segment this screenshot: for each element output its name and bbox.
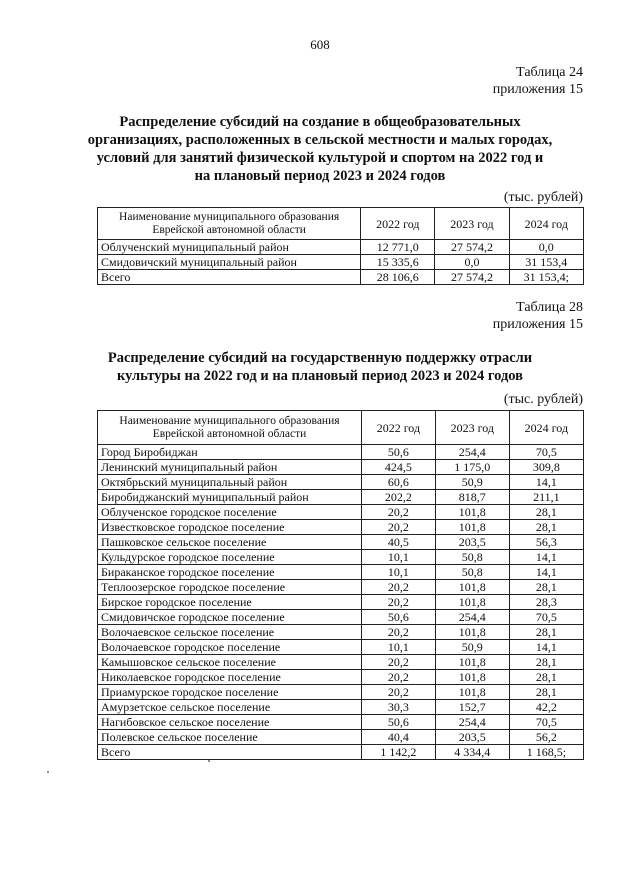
value-2022-cell: 20,2 [361, 655, 435, 670]
value-2022-cell: 15 335,6 [361, 255, 435, 270]
table-row [98, 255, 584, 270]
value-2024-cell: 56,3 [509, 535, 583, 550]
value-2023-cell: 101,8 [435, 655, 509, 670]
row-name-cell: Известковское городское поселение [98, 520, 362, 535]
value-2024-cell: 70,5 [509, 715, 583, 730]
value-2024-cell: 31 153,4 [509, 255, 583, 270]
table-row [98, 565, 584, 580]
table-row [98, 685, 584, 700]
page-number: 608 [310, 37, 330, 52]
table24-caption [493, 64, 583, 98]
value-2022-cell: 10,1 [361, 640, 435, 655]
table-row [98, 535, 584, 550]
value-2023-cell: 4 334,4 [435, 745, 509, 760]
value-2024-cell: 28,1 [509, 670, 583, 685]
value-2023-cell: 254,4 [435, 610, 509, 625]
table28-title-line: Распределение субсидий на государственную поддержку отрасли [107, 350, 533, 366]
value-2022-cell: 424,5 [361, 460, 435, 475]
table-row [98, 505, 584, 520]
value-2023-cell: 50,8 [435, 550, 509, 565]
table-row [98, 715, 584, 730]
table28-header-2024: 2024 год [509, 411, 583, 445]
scan-speck [47, 771, 49, 773]
table-row [98, 240, 584, 255]
value-2024-cell: 309,8 [509, 460, 583, 475]
table24-title [80, 113, 560, 185]
table-row [98, 550, 584, 565]
value-2024-cell: 28,1 [509, 625, 583, 640]
value-2024-cell: 28,1 [509, 685, 583, 700]
value-2022-cell: 40,5 [361, 535, 435, 550]
table-row [98, 730, 584, 745]
value-2023-cell: 27 574,2 [435, 240, 509, 255]
row-name-cell: Облученское городское поселение [98, 505, 362, 520]
row-name-cell: Бирское городское поселение [98, 595, 362, 610]
table28 [97, 410, 584, 760]
row-name-cell: Пашковское сельское поселение [98, 535, 362, 550]
row-name-cell: Полевское сельское поселение [98, 730, 362, 745]
table-row [98, 640, 584, 655]
value-2023-cell: 101,8 [435, 505, 509, 520]
value-2022-cell: 1 142,2 [361, 745, 435, 760]
value-2023-cell: 50,8 [435, 565, 509, 580]
table24-header-2023: 2023 год [435, 208, 509, 240]
value-2024-cell: 14,1 [509, 565, 583, 580]
value-2023-cell: 203,5 [435, 535, 509, 550]
value-2023-cell: 101,8 [435, 520, 509, 535]
table24-caption-number: Таблица 24 [516, 65, 583, 80]
value-2022-cell: 50,6 [361, 610, 435, 625]
table28-units: (тыс. рублей) [503, 392, 583, 407]
value-2022-cell: 50,6 [361, 715, 435, 730]
value-2024-cell: 28,1 [509, 580, 583, 595]
value-2023-cell: 27 574,2 [435, 270, 509, 285]
table28-header-2023: 2023 год [435, 411, 509, 445]
value-2023-cell: 50,9 [435, 640, 509, 655]
table-row [98, 520, 584, 535]
row-name-cell: Теплоозерское городское поселение [98, 580, 362, 595]
row-name-cell: Облученский муниципальный район [98, 240, 361, 255]
value-2024-cell: 28,1 [509, 520, 583, 535]
value-2022-cell: 20,2 [361, 685, 435, 700]
row-name-cell: Камышовское сельское поселение [98, 655, 362, 670]
table24 [97, 207, 584, 285]
value-2024-cell: 211,1 [509, 490, 583, 505]
table24-title-line: на плановый период 2023 и 2024 годов [194, 168, 446, 184]
table28-caption-appendix: приложения 15 [492, 317, 583, 332]
table24-title-line: условий для занятий физической культурой и спортом на 2022 год и [96, 150, 544, 166]
value-2024-cell: 0,0 [509, 240, 583, 255]
value-2022-cell: 28 106,6 [361, 270, 435, 285]
table24-units: (тыс. рублей) [503, 190, 583, 205]
table-row [98, 490, 584, 505]
row-name-cell: Приамурское городское поселение [98, 685, 362, 700]
value-2024-cell: 56,2 [509, 730, 583, 745]
table24-title-line: Распределение субсидий на создание в общеобразовательных [119, 114, 521, 130]
table28-title [80, 349, 560, 385]
scan-speck [208, 760, 210, 762]
value-2022-cell: 12 771,0 [361, 240, 435, 255]
row-name-cell: Смидовичский муниципальный район [98, 255, 361, 270]
row-name-cell: Смидовичское городское поселение [98, 610, 362, 625]
value-2023-cell: 101,8 [435, 595, 509, 610]
table-row [98, 460, 584, 475]
row-name-cell: Бираканское городское поселение [98, 565, 362, 580]
row-name-cell: Волочаевское городское поселение [98, 640, 362, 655]
table-row [98, 445, 584, 460]
table28-caption-number: Таблица 28 [516, 300, 583, 315]
value-2023-cell: 203,5 [435, 730, 509, 745]
value-2022-cell: 10,1 [361, 565, 435, 580]
value-2023-cell: 50,9 [435, 475, 509, 490]
value-2024-cell: 14,1 [509, 550, 583, 565]
value-2023-cell: 254,4 [435, 715, 509, 730]
table-row [98, 580, 584, 595]
row-name-cell: Нагибовское сельское поселение [98, 715, 362, 730]
value-2024-cell: 14,1 [509, 475, 583, 490]
table24-title-line: организациях, расположенных в сельской местности и малых городах, [87, 132, 553, 148]
row-name-cell: Амурзетское сельское поселение [98, 700, 362, 715]
value-2024-cell: 28,3 [509, 595, 583, 610]
value-2022-cell: 20,2 [361, 580, 435, 595]
value-2022-cell: 50,6 [361, 445, 435, 460]
row-name-cell: Волочаевское сельское поселение [98, 625, 362, 640]
table24-header-2024: 2024 год [509, 208, 583, 240]
row-name-cell: Октябрьский муниципальный район [98, 475, 362, 490]
value-2023-cell: 818,7 [435, 490, 509, 505]
value-2022-cell: 10,1 [361, 550, 435, 565]
table28-header-2022: 2022 год [361, 411, 435, 445]
table24-header-name: Наименование муниципального образования Еврейской автономной области [98, 208, 361, 240]
value-2024-cell: 14,1 [509, 640, 583, 655]
table-row [98, 625, 584, 640]
row-name-cell: Город Биробиджан [98, 445, 362, 460]
table24-header-row [98, 208, 584, 240]
table28-header-row [98, 411, 584, 445]
value-2024-cell: 42,2 [509, 700, 583, 715]
table-row [98, 270, 584, 285]
value-2022-cell: 20,2 [361, 625, 435, 640]
table28-header-name: Наименование муниципального образования Еврейской автономной области [98, 411, 362, 445]
value-2024-cell: 70,5 [509, 610, 583, 625]
table-row [98, 610, 584, 625]
table-row [98, 655, 584, 670]
value-2024-cell: 1 168,5; [509, 745, 583, 760]
table-row [98, 670, 584, 685]
row-name-cell: Кульдурское городское поселение [98, 550, 362, 565]
value-2022-cell: 20,2 [361, 505, 435, 520]
row-name-cell: Биробиджанский муниципальный район [98, 490, 362, 505]
value-2023-cell: 152,7 [435, 700, 509, 715]
value-2024-cell: 31 153,4; [509, 270, 583, 285]
table28-title-line: культуры на 2022 год и на плановый период 2023 и 2024 годов [116, 368, 523, 384]
row-name-cell: Николаевское городское поселение [98, 670, 362, 685]
table28-caption [493, 299, 583, 333]
value-2023-cell: 0,0 [435, 255, 509, 270]
value-2023-cell: 254,4 [435, 445, 509, 460]
value-2023-cell: 101,8 [435, 670, 509, 685]
value-2023-cell: 101,8 [435, 685, 509, 700]
value-2023-cell: 1 175,0 [435, 460, 509, 475]
value-2022-cell: 40,4 [361, 730, 435, 745]
value-2024-cell: 28,1 [509, 505, 583, 520]
value-2023-cell: 101,8 [435, 625, 509, 640]
row-name-cell: Ленинский муниципальный район [98, 460, 362, 475]
row-name-cell: Всего [98, 270, 361, 285]
value-2022-cell: 20,2 [361, 595, 435, 610]
value-2022-cell: 60,6 [361, 475, 435, 490]
row-name-cell: Всего [98, 745, 362, 760]
value-2024-cell: 70,5 [509, 445, 583, 460]
value-2022-cell: 20,2 [361, 670, 435, 685]
value-2024-cell: 28,1 [509, 655, 583, 670]
table24-header-2022: 2022 год [361, 208, 435, 240]
value-2022-cell: 202,2 [361, 490, 435, 505]
value-2022-cell: 20,2 [361, 520, 435, 535]
table24-caption-appendix: приложения 15 [492, 82, 583, 97]
table-row [98, 595, 584, 610]
table-row [98, 475, 584, 490]
table-row [98, 700, 584, 715]
table-row [98, 745, 584, 760]
value-2022-cell: 30,3 [361, 700, 435, 715]
value-2023-cell: 101,8 [435, 580, 509, 595]
